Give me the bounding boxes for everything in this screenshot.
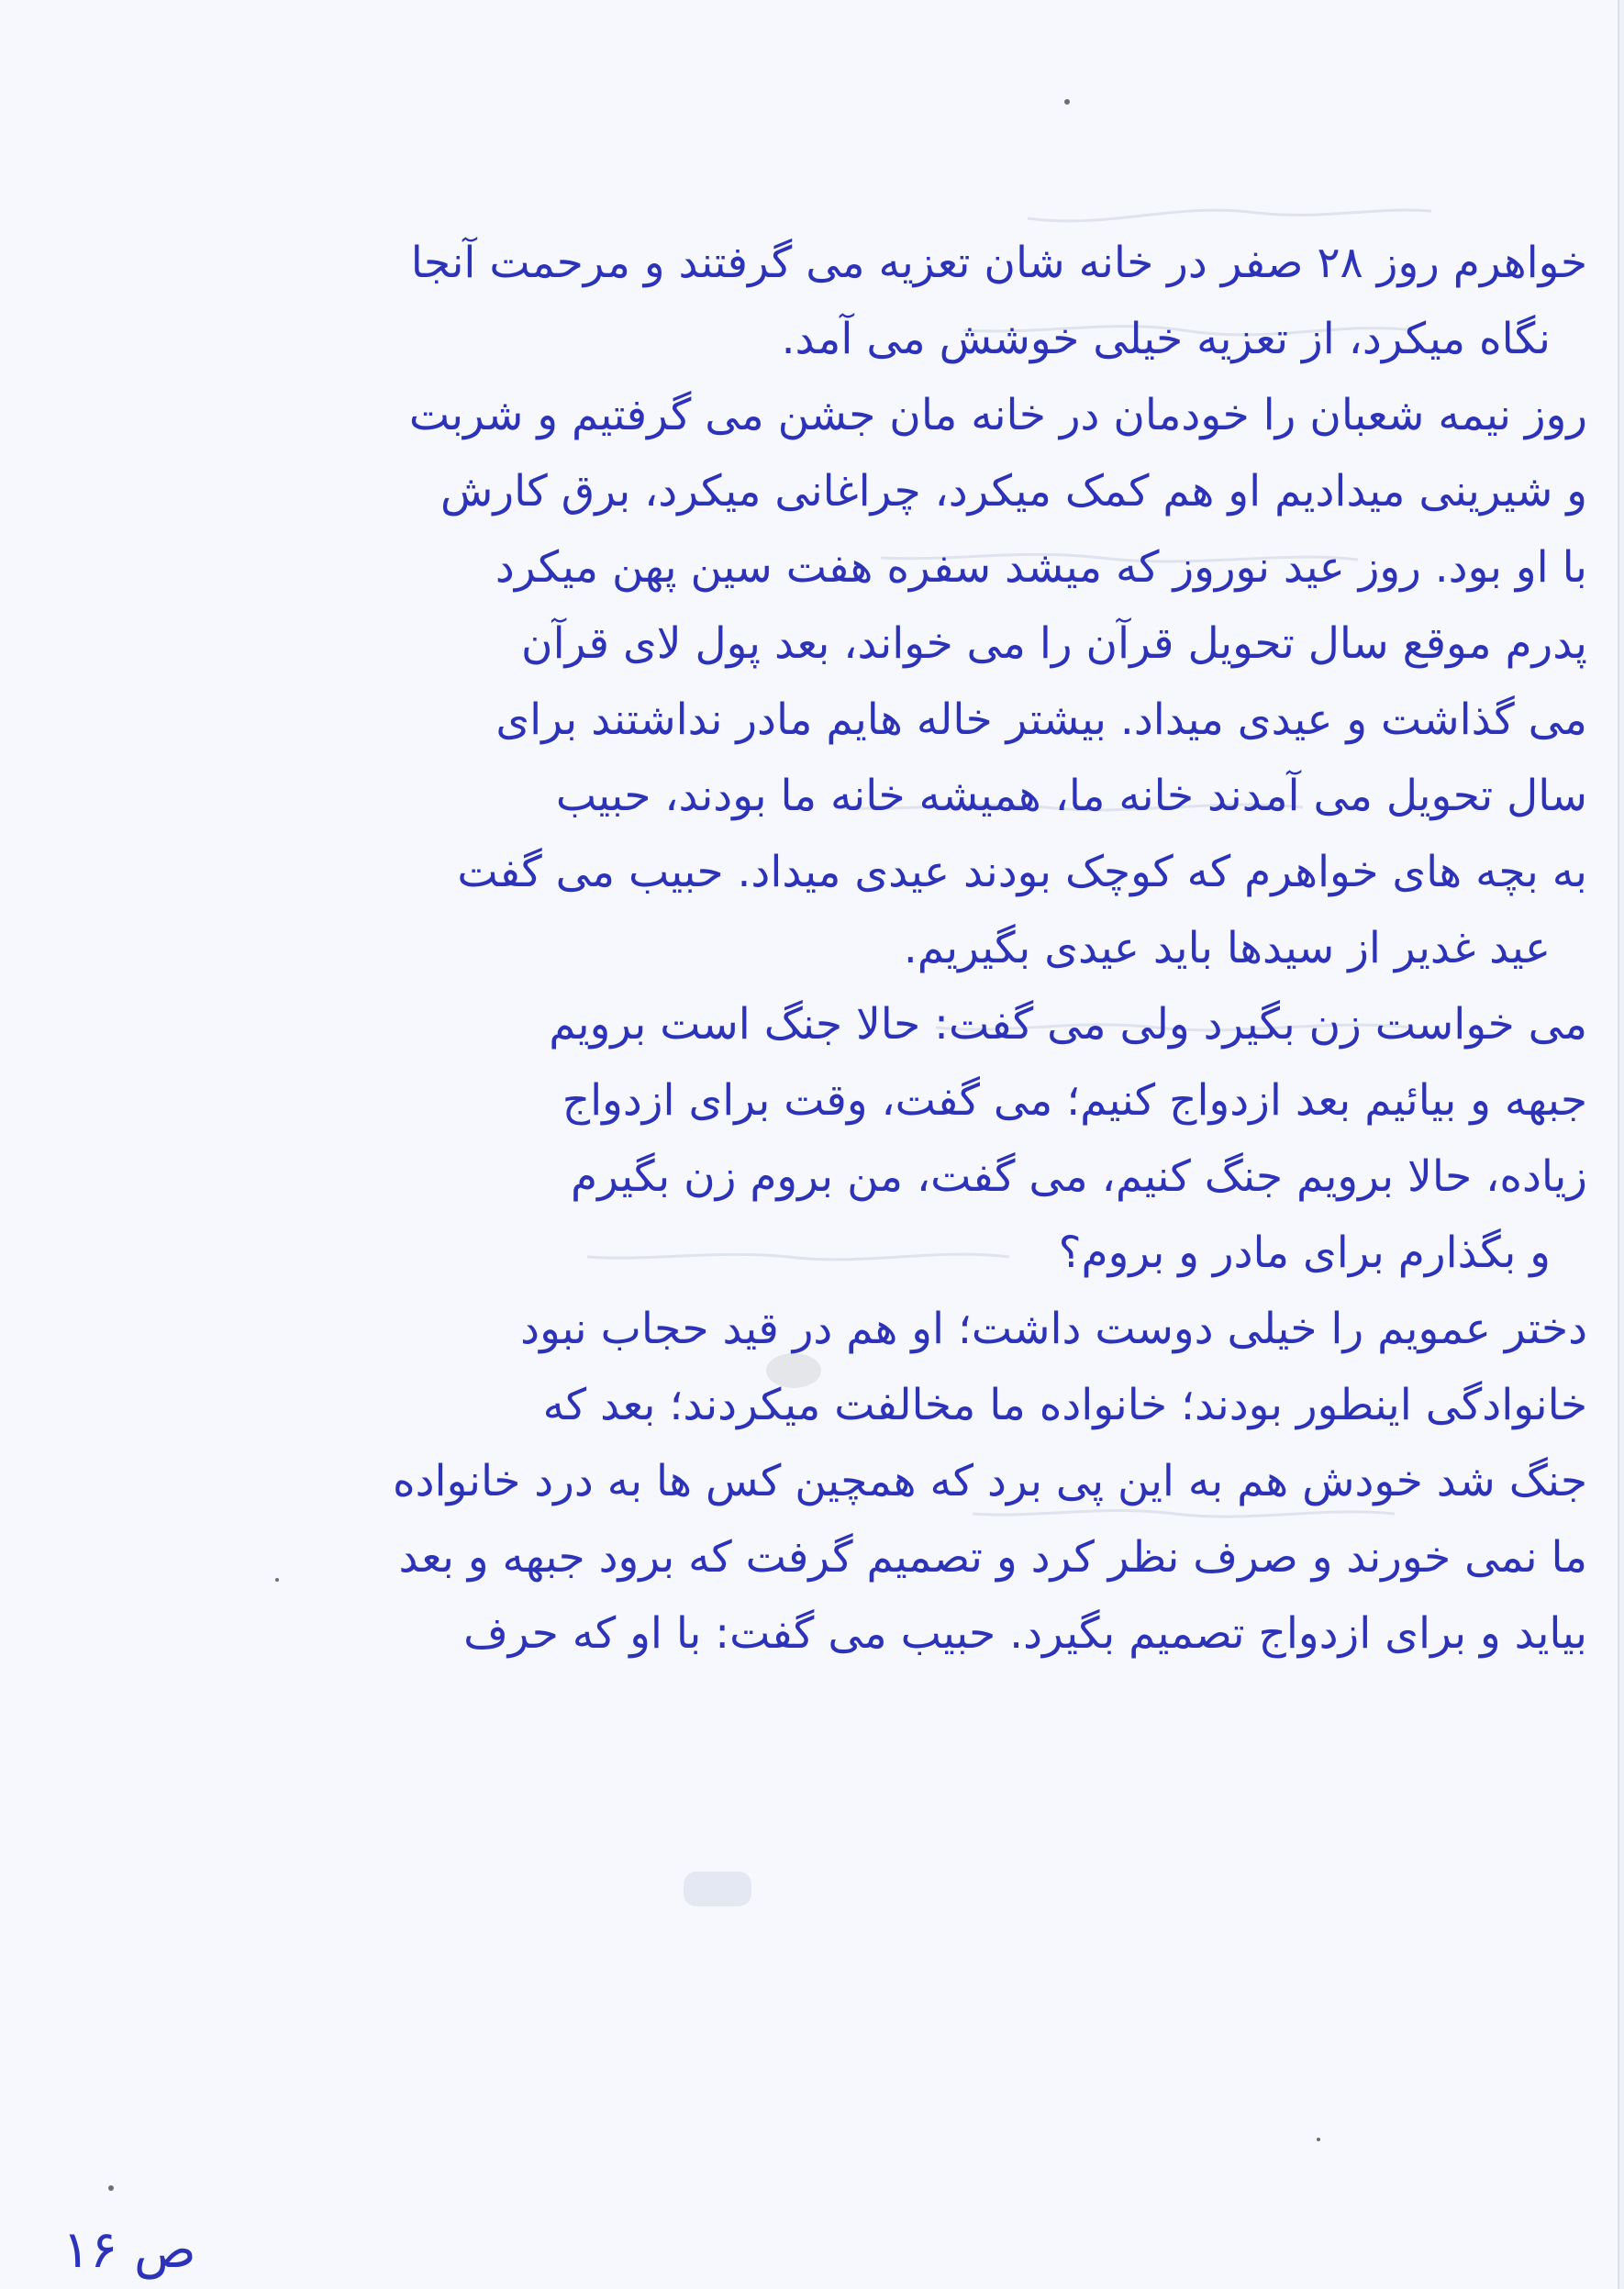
text-line: سال تحویل می آمدند خانه ما، همیشه خانه ما بودند، حبیب xyxy=(555,771,1587,821)
paper-speck xyxy=(1317,2138,1320,2141)
text-line: جبهه و بیائیم بعد ازدواج کنیم؛ می گفت، وقت برای ازدواج xyxy=(562,1075,1587,1126)
text-line: جنگ شد خودش هم به این پی برد که همچین کس ها به درد خانواده xyxy=(392,1456,1587,1506)
paper-speck xyxy=(1064,99,1070,105)
paper-edge xyxy=(1619,0,1624,2289)
text-line: خواهرم روز ۲۸ صفر در خانه شان تعزیه می گرفتند و مرحمت آنجا xyxy=(410,238,1587,288)
text-line: زیاده، حالا برویم جنگ کنیم، می گفت، من بروم زن بگیرم xyxy=(570,1151,1587,1202)
page-number: ص ۱۶ xyxy=(62,2220,196,2280)
text-line: می خواست زن بگیرد ولی می گفت: حالا جنگ است برویم xyxy=(549,999,1587,1050)
text-line: با او بود. روز عید نوروز که میشد سفره هفت سین پهن میکرد xyxy=(495,542,1587,593)
text-line: بیاید و برای ازدواج تصمیم بگیرد. حبیب می گفت: با او که حرف xyxy=(463,1608,1587,1659)
text-line: به بچه های خواهرم که کوچک بودند عیدی میداد. حبیب می گفت xyxy=(457,847,1587,897)
text-line: نگاه میکرد، از تعزیه خیلی خوشش می آمد. xyxy=(781,314,1551,364)
text-line: عید غدیر از سیدها باید عیدی بگیریم. xyxy=(903,923,1551,973)
text-line: ما نمی خورند و صرف نظر کرد و تصمیم گرفت که برود جبهه و بعد xyxy=(398,1532,1587,1583)
paper-speck xyxy=(108,2185,114,2191)
text-line: خانوادگی اینطور بودند؛ خانواده ما مخالفت میکردند؛ بعد که xyxy=(542,1380,1587,1430)
text-line: پدرم موقع سال تحویل قرآن را می خواند، بعد پول لای قرآن xyxy=(521,618,1587,669)
handwritten-text xyxy=(37,225,1587,1672)
text-line: می گذاشت و عیدی میداد. بیشتر خاله هایم مادر نداشتند برای xyxy=(495,694,1587,745)
text-line: و بگذارم برای مادر و بروم؟ xyxy=(1058,1228,1551,1278)
text-line: دختر عمویم را خیلی دوست داشت؛ او هم در قید حجاب نبود xyxy=(520,1304,1587,1354)
faint-correction-mark xyxy=(684,1872,751,1906)
text-line: و شیرینی میدادیم او هم کمک میکرد، چراغانی میکرد، برق کارش xyxy=(440,466,1587,517)
text-line: روز نیمه شعبان را خودمان در خانه مان جشن می گرفتیم و شربت xyxy=(408,390,1587,440)
